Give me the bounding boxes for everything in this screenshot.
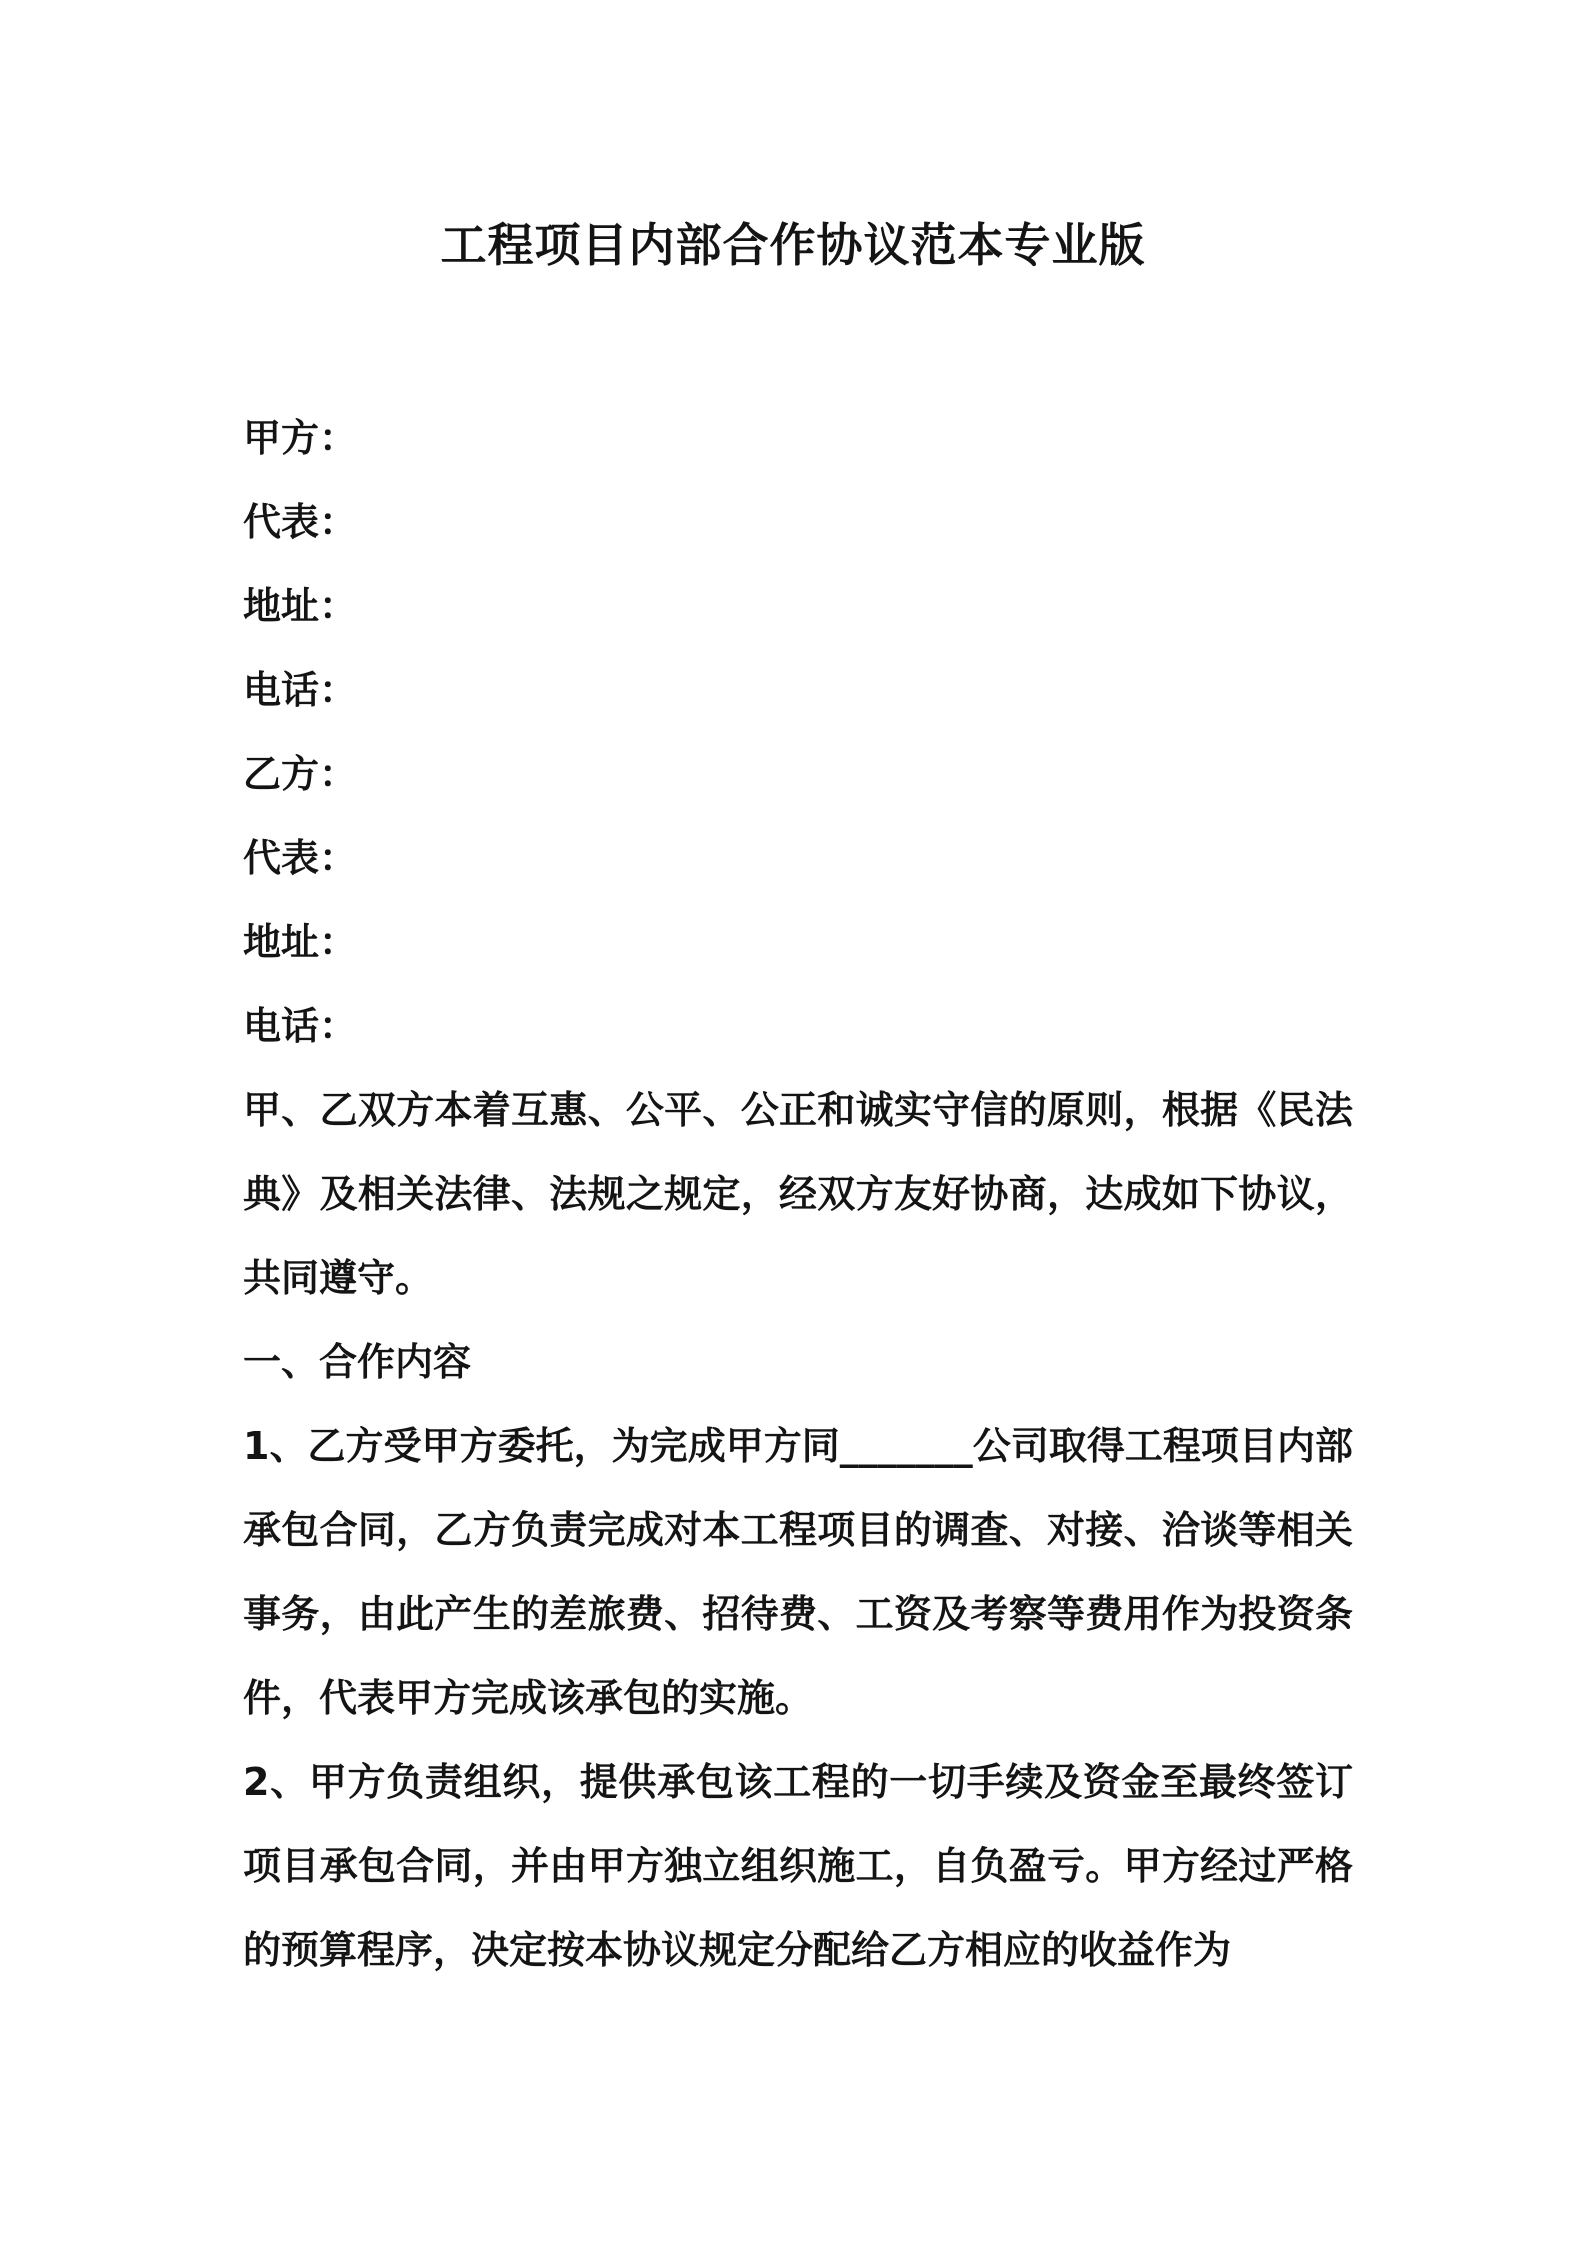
party-a-phone-label: 电话：: [243, 668, 358, 712]
party-b-label: 乙方：: [243, 752, 358, 796]
party-b-representative-label: 代表：: [243, 836, 358, 880]
party-a-label: 甲方：: [243, 416, 358, 460]
party-b-address-label: 地址：: [243, 920, 358, 964]
clause-1-paragraph: 1、乙方受甲方委托，为完成甲方同_______公司取得工程项目内部承包合同，乙方负责完成对本工程项目的调查、对接、洽谈等相关事务，由此产生的差旅费、招待费、工资及考察等费用作为投资条件，代表甲方完成该承包的实施。: [243, 1424, 1353, 1720]
preamble-paragraph: 甲、乙双方本着互惠、公平、公正和诚实守信的原则，根据《民法典》及相关法律、法规之规定，经双方友好协商，达成如下协议，共同遵守。: [243, 1088, 1353, 1300]
clause-2-paragraph: 2、甲方负责组织，提供承包该工程的一切手续及资金至最终签订项目承包合同，并由甲方独立组织施工，自负盈亏。甲方经过严格的预算程序，决定按本协议规定分配给乙方相应的收益作为: [243, 1760, 1353, 1972]
party-a-address-label: 地址：: [243, 584, 358, 628]
document-body: [243, 396, 1353, 1992]
party-a-representative-label: 代表：: [243, 500, 358, 544]
section-heading-cooperation: 一、合作内容: [243, 1340, 472, 1384]
party-b-phone-label: 电话：: [243, 1004, 358, 1048]
document-title: 工程项目内部合作协议范本专业版: [440, 218, 1146, 272]
